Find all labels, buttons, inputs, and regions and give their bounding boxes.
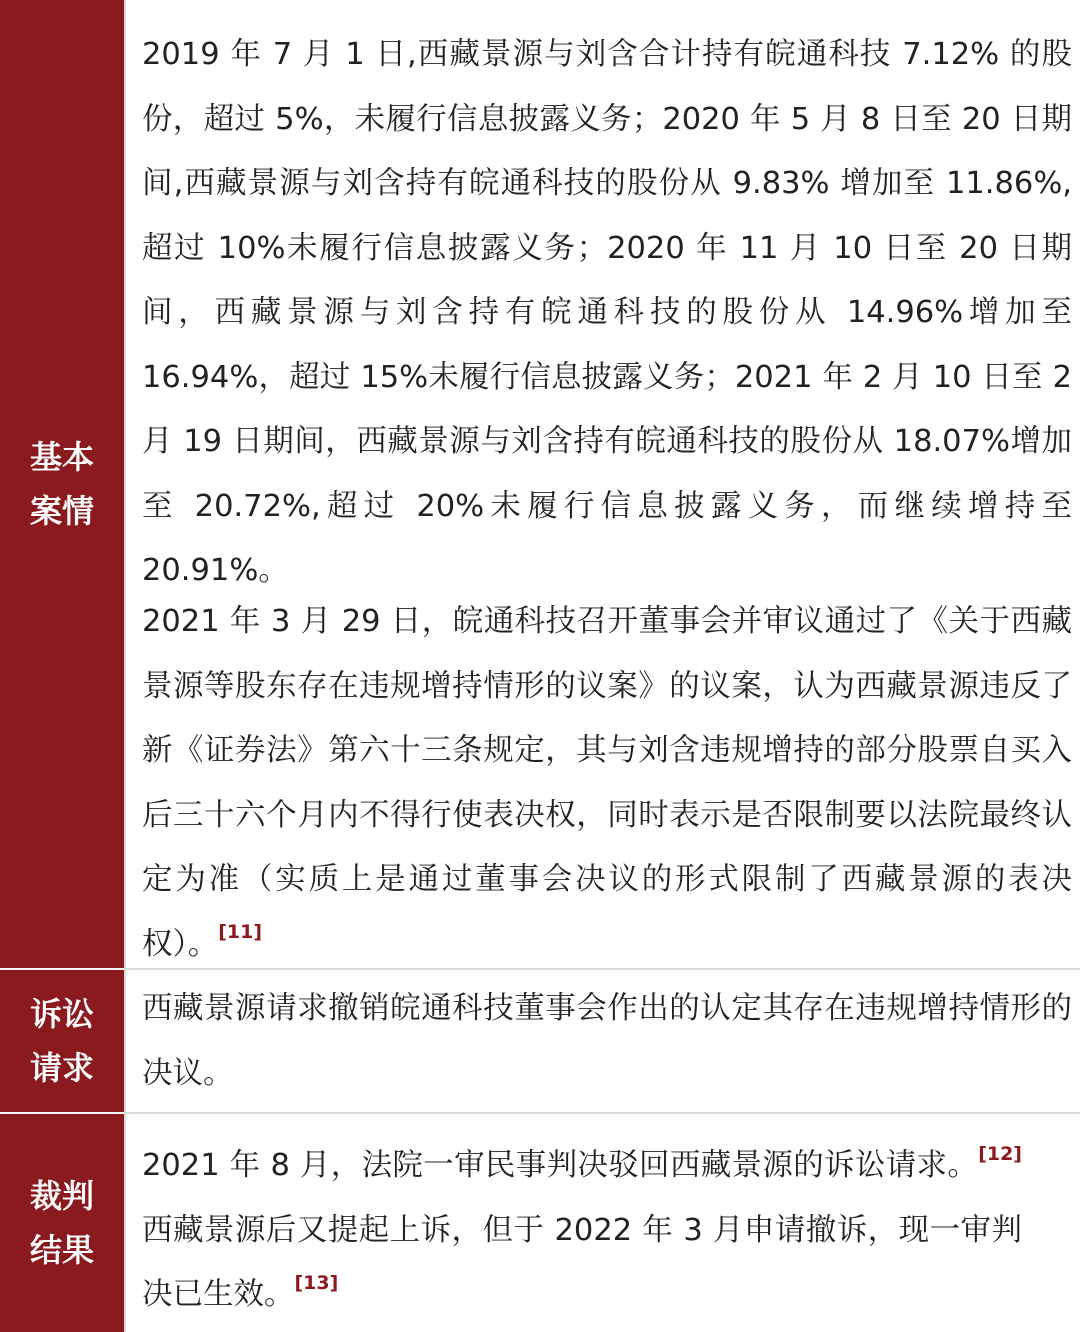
judgment-row bbox=[0, 1114, 1080, 1332]
case-facts-content bbox=[124, 0, 1080, 968]
claim-content bbox=[124, 970, 1080, 1112]
case-facts-paragraph-1: 2019 年 7 月 1 日,西藏景源与刘含合计持有皖通科技 7.12% 的股份，超过 5%，未履行信息披露义务；2020 年 5 月 8 日至 20 日期间,西藏景源与刘含持有皖通科技的股份从 9.83% 增加至 11.86%, 超过 10%未履行信息披露义务；2020 年 11 月 10 日至 20 日期间，西藏景源与刘含持有皖通科技的股份从 14.96%增加至 16.94%，超过 15%未履行信息披露义务；2021 年 2 月 10 日至 2 月 19 日期间，西藏景源与刘含持有皖通科技的股份从 18.07%增加至 20.72%,超过 20%未履行信息披露义务，而继续增持至 20.91%。 bbox=[142, 37, 1072, 588]
case-facts-paragraph-2 bbox=[142, 590, 1072, 977]
judgment-content bbox=[124, 1114, 1080, 1332]
reference-13: [13] bbox=[294, 1271, 339, 1294]
case-facts-paragraph-2-text: 2021 年 3 月 29 日，皖通科技召开董事会并审议通过了《关于西藏景源等股东存在违规增持情形的议案》的议案，认为西藏景源违反了新《证券法》第六十三条规定，其与刘含违规增持的部分股票自买入后三十六个月内不得行使表决权，同时表示是否限制要以法院最终认定为准（实质上是通过董事会决议的形式限制了西藏景源的表决权）。 bbox=[142, 604, 1072, 962]
case-facts-label: 基本案情 bbox=[29, 438, 94, 530]
claim-row bbox=[0, 970, 1080, 1112]
reference-11: [11] bbox=[218, 921, 263, 944]
judgment-text bbox=[142, 1134, 1022, 1328]
claim-text: 西藏景源请求撤销皖通科技董事会作出的认定其存在违规增持情形的决议。 bbox=[142, 991, 1072, 1091]
judgment-text-b: 西藏景源后又提起上诉，但于 2022 年 3 月申请撤诉，现一审判决已生效。 bbox=[142, 1212, 1022, 1312]
judgment-label: 裁判结果 bbox=[29, 1177, 94, 1269]
judgment-label-cell bbox=[0, 1114, 124, 1332]
case-facts-label-cell bbox=[0, 0, 124, 968]
claim-label: 诉讼请求 bbox=[29, 995, 94, 1087]
reference-12: [12] bbox=[978, 1142, 1022, 1165]
judgment-text-a: 2021 年 8 月，法院一审民事判决驳回西藏景源的诉讼请求。 bbox=[142, 1148, 979, 1183]
claim-label-cell bbox=[0, 970, 124, 1112]
